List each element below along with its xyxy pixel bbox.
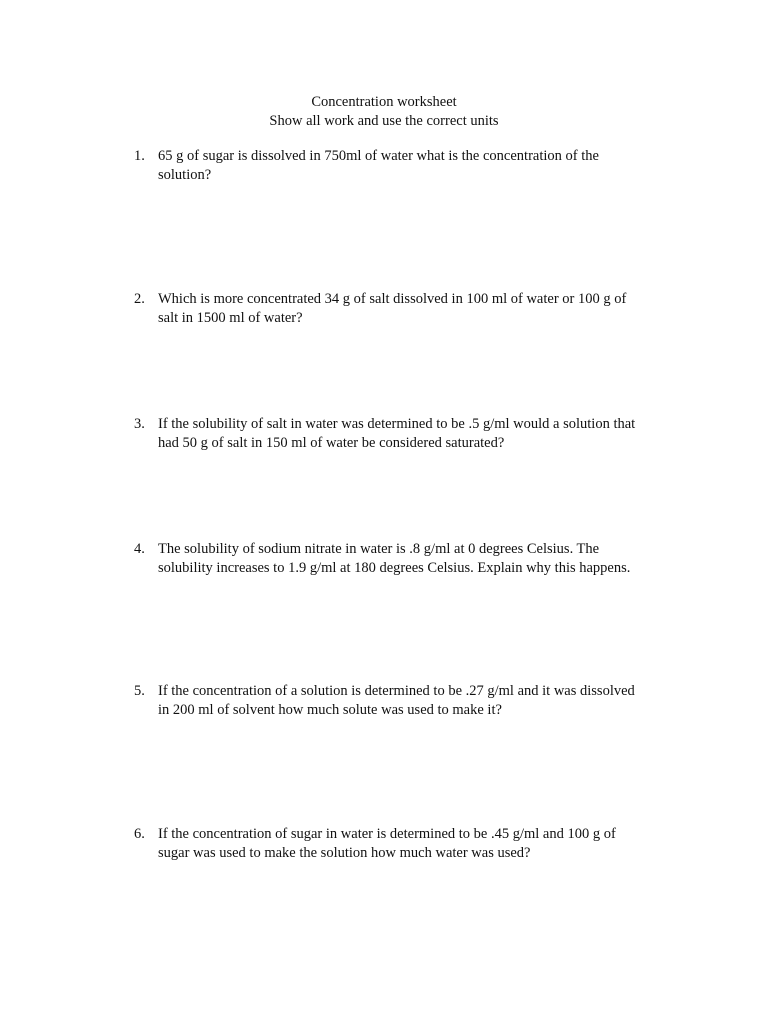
question-number: 4.: [134, 541, 145, 557]
question-line: solution?: [158, 167, 212, 183]
question-number: 1.: [134, 148, 145, 164]
question-text: [158, 147, 668, 185]
question-number: 2.: [134, 291, 145, 307]
question-line: sugar was used to make the solution how much water was used?: [158, 845, 531, 861]
question-line: had 50 g of salt in 150 ml of water be considered saturated?: [158, 435, 505, 451]
question-line: salt in 1500 ml of water?: [158, 310, 303, 326]
question-line: 65 g of sugar is dissolved in 750ml of water what is the concentration of the: [158, 148, 599, 164]
question-number: 6.: [134, 826, 145, 842]
question-number: 3.: [134, 416, 145, 432]
question-text: [158, 415, 668, 453]
worksheet-instructions: Show all work and use the correct units: [269, 113, 499, 129]
worksheet-header: [0, 93, 768, 131]
question-line: If the concentration of a solution is determined to be .27 g/ml and it was dissolved: [158, 683, 635, 699]
question-line: If the solubility of salt in water was determined to be .5 g/ml would a solution that: [158, 416, 636, 432]
worksheet-title: Concentration worksheet: [311, 94, 457, 110]
question-line: Which is more concentrated 34 g of salt dissolved in 100 ml of water or 100 g of: [158, 291, 627, 307]
question-text: [158, 682, 668, 720]
question-line: solubility increases to 1.9 g/ml at 180 degrees Celsius. Explain why this happens.: [158, 560, 631, 576]
question-line: The solubility of sodium nitrate in water is .8 g/ml at 0 degrees Celsius. The: [158, 541, 600, 557]
question-line: in 200 ml of solvent how much solute was used to make it?: [158, 702, 502, 718]
question-line: If the concentration of sugar in water is determined to be .45 g/ml and 100 g of: [158, 826, 616, 842]
question-text: [158, 290, 668, 328]
question-text: [158, 540, 668, 578]
question-text: [158, 825, 668, 863]
question-number: 5.: [134, 683, 145, 699]
